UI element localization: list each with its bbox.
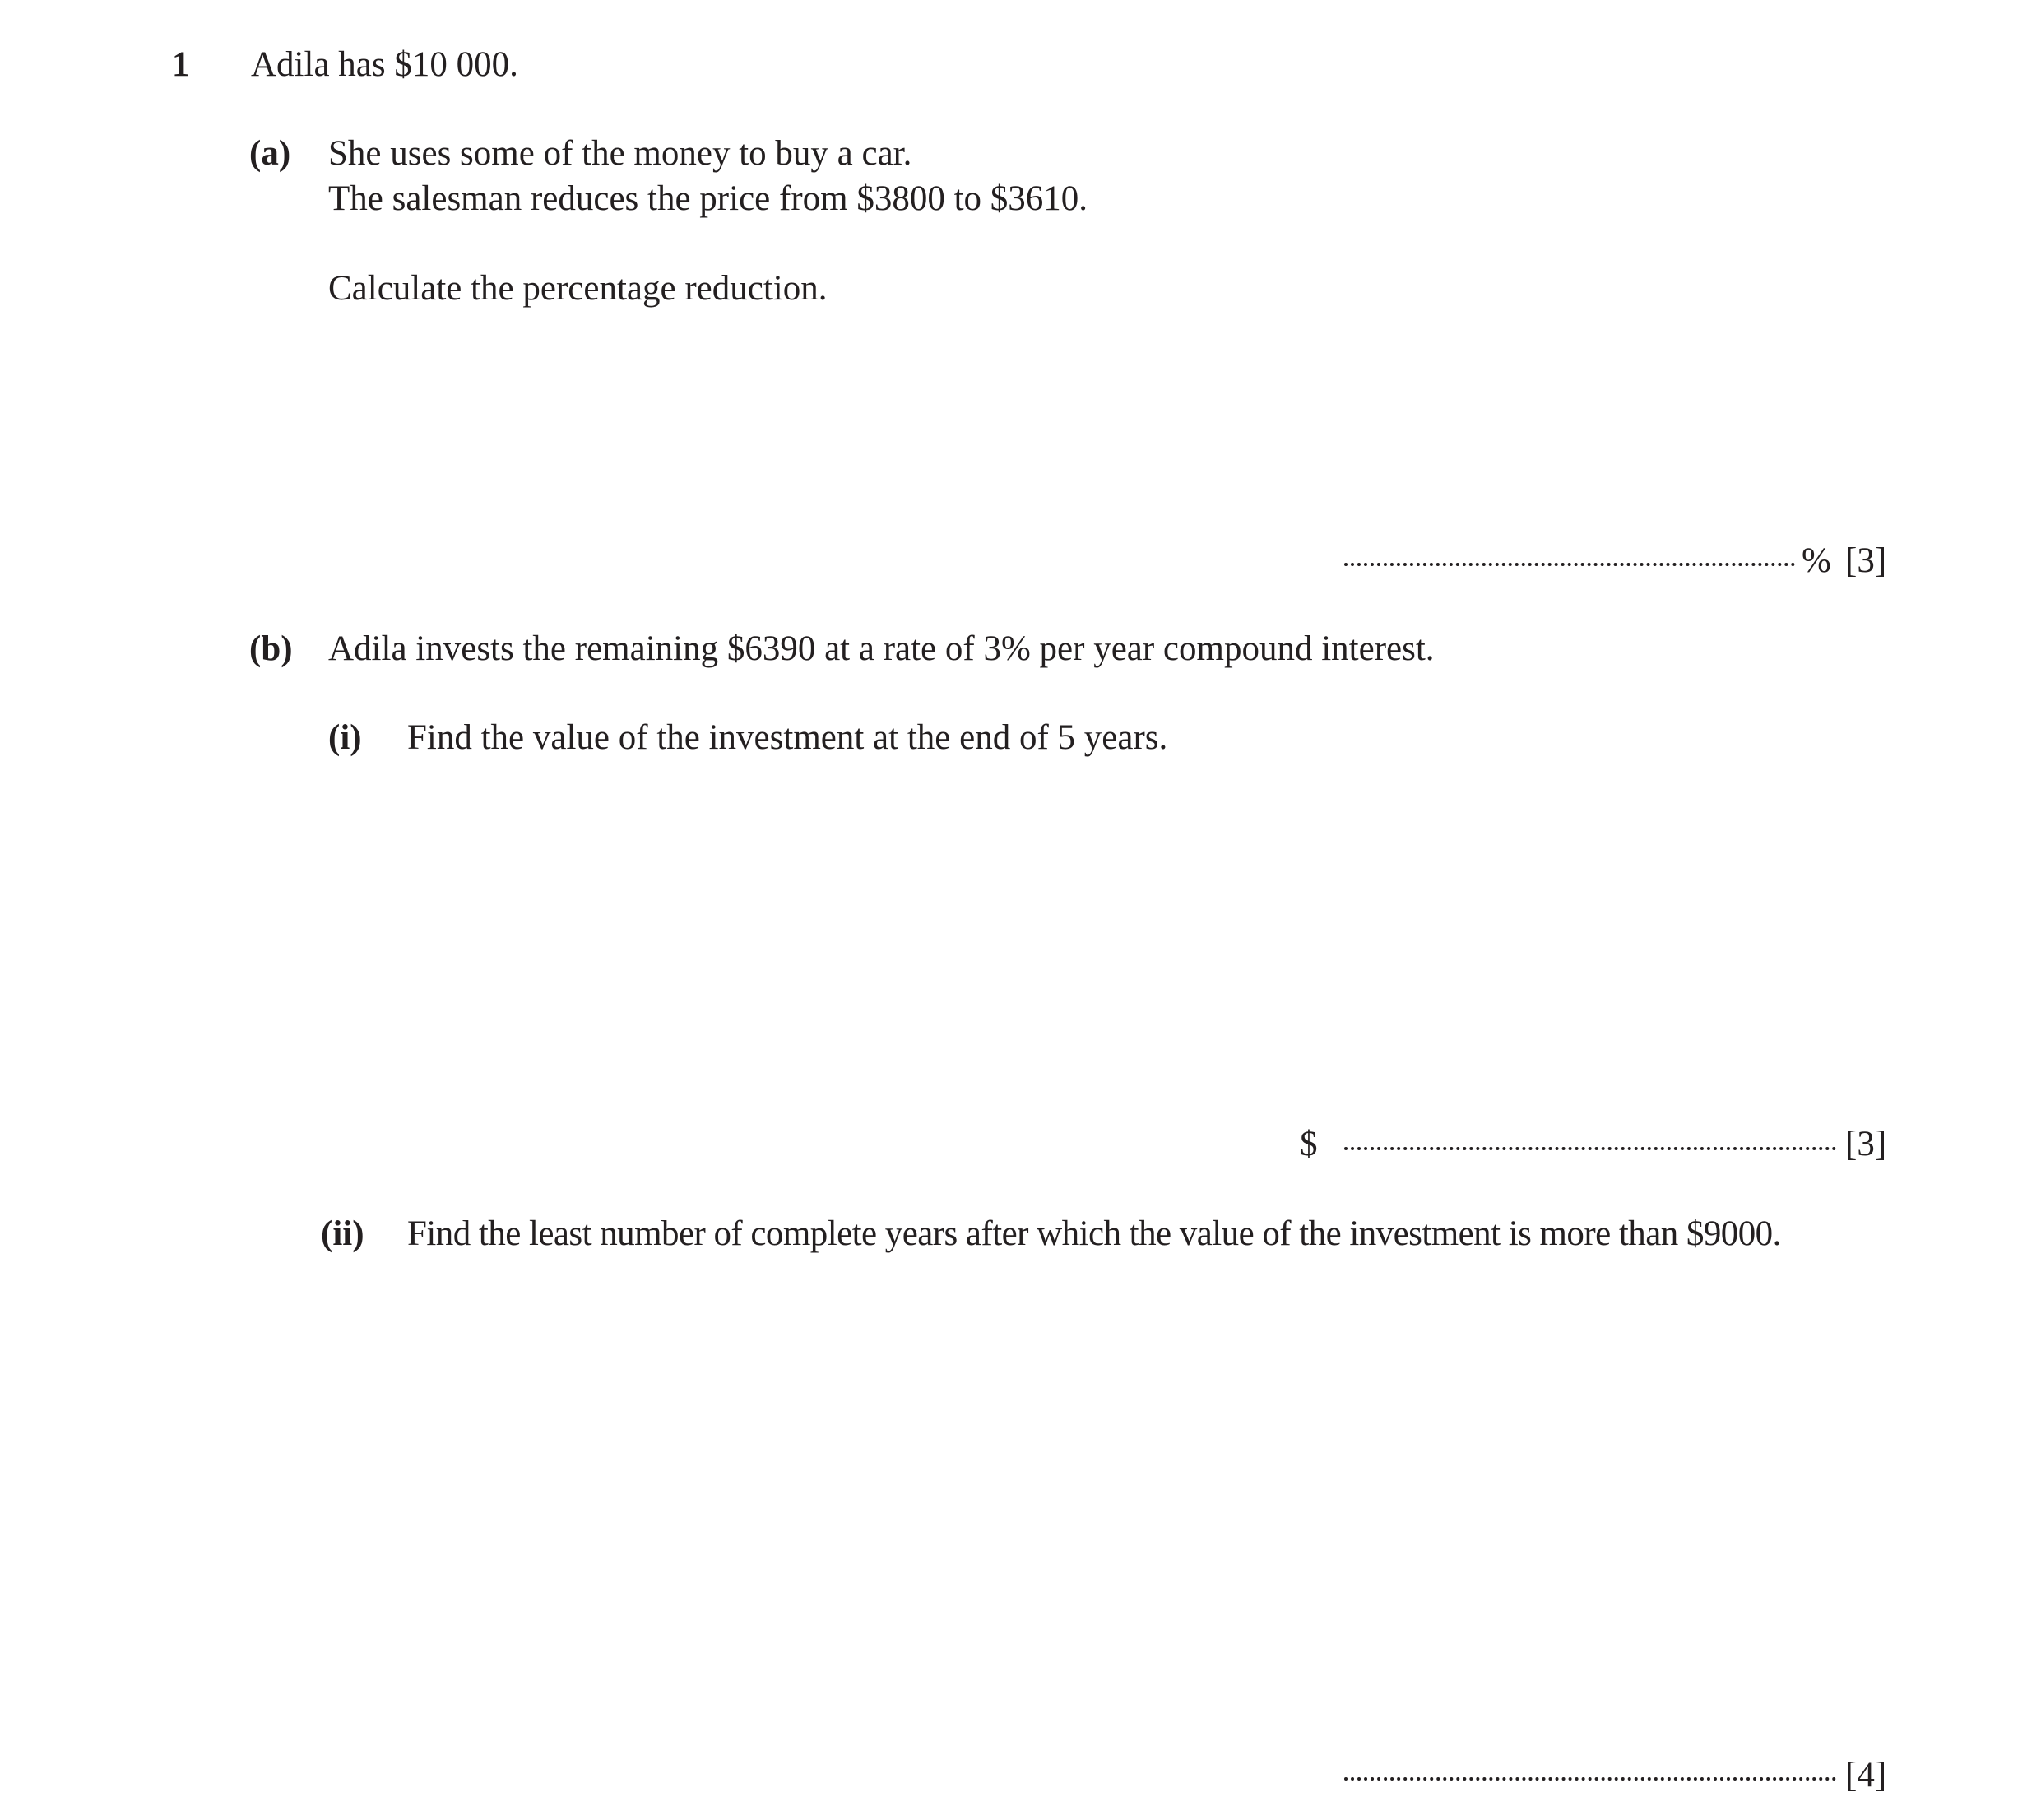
part-b-ii-text: Find the least number of complete years after which the value of the investment is more than $9000.	[407, 1214, 1781, 1253]
part-a-answer-line[interactable]	[1344, 563, 1795, 566]
part-a-label: (a)	[249, 134, 291, 173]
question-stem: Adila has $10 000.	[251, 45, 518, 84]
part-b-i-answer-prefix: $	[1300, 1125, 1318, 1163]
part-b-ii-marks: [4]	[1845, 1756, 1887, 1794]
part-b-i-text: Find the value of the investment at the end of 5 years.	[407, 718, 1168, 757]
part-a-answer-unit: %	[1802, 541, 1831, 580]
part-b-i-label: (i)	[328, 718, 362, 757]
part-a-line1: She uses some of the money to buy a car.	[328, 134, 912, 173]
part-a-line2: The salesman reduces the price from $3800 to $3610.	[328, 179, 1088, 218]
part-b-label: (b)	[249, 629, 293, 668]
part-b-text: Adila invests the remaining $6390 at a rate of 3% per year compound interest.	[328, 629, 1435, 668]
part-b-i-marks: [3]	[1845, 1125, 1887, 1163]
part-b-ii-label: (ii)	[321, 1214, 364, 1253]
question-number: 1	[172, 45, 190, 84]
part-a-instruction: Calculate the percentage reduction.	[328, 269, 828, 308]
part-b-ii-answer-line[interactable]	[1344, 1777, 1836, 1781]
part-b-i-answer-line[interactable]	[1344, 1147, 1836, 1150]
part-a-marks: [3]	[1845, 541, 1887, 580]
